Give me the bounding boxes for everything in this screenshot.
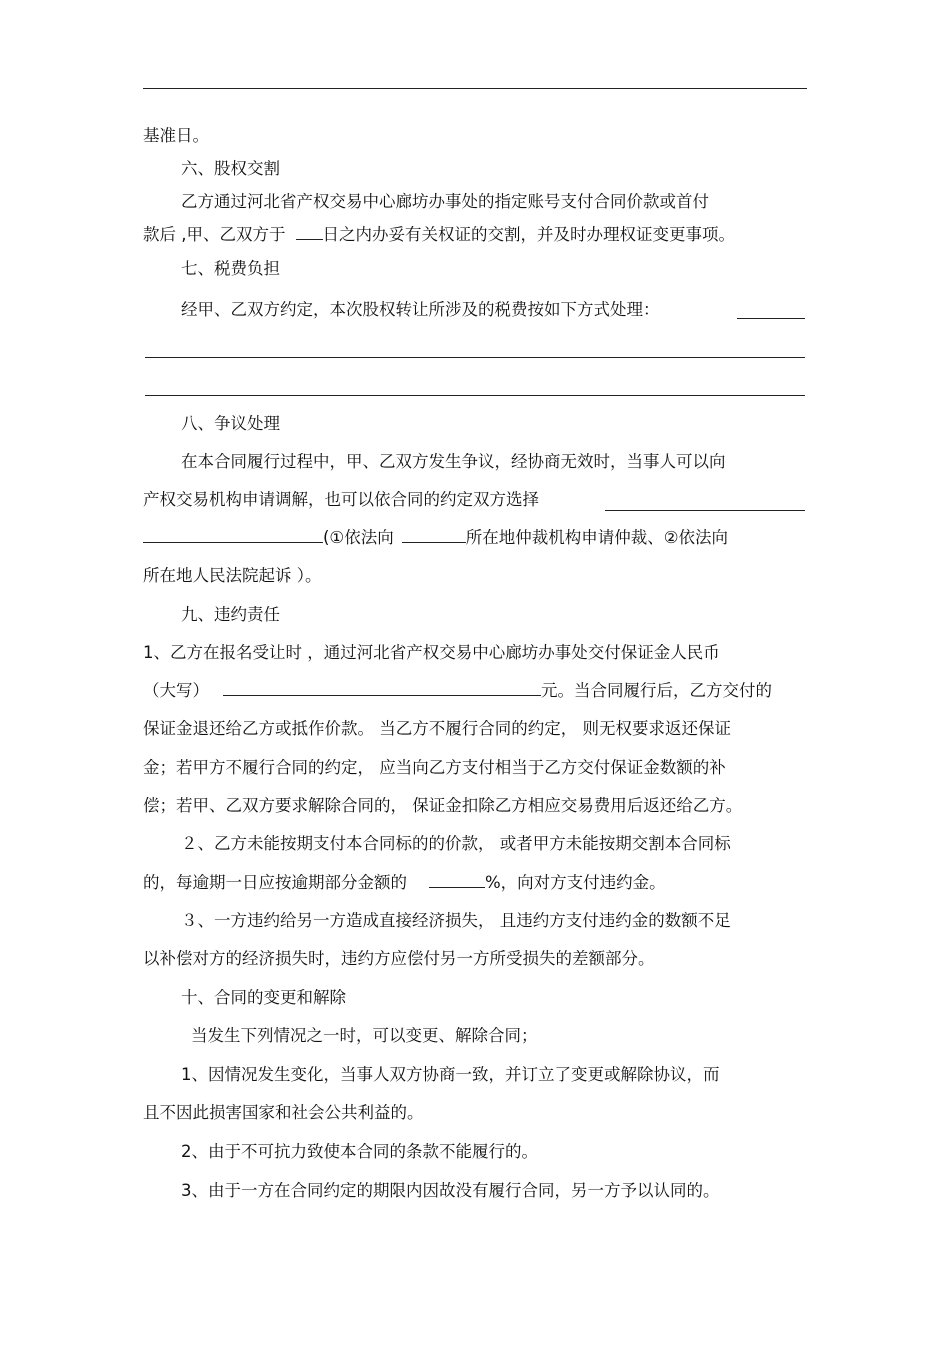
text-line: 保证金退还给乙方或抵作价款。 当乙方不履行合同的约定， 则无权要求返还保证 <box>143 719 731 738</box>
arbitration-location-blank <box>402 527 466 543</box>
dispute-choice-blank <box>605 510 805 511</box>
text-line <box>143 224 735 246</box>
text-fragment: 日之内办妥有关权证的交割，并及时办理权证变更事项。 <box>322 225 735 244</box>
text-line: 1、乙方在报名受让时 ，通过河北省产权交易中心廊坊办事处交付保证金人民币 <box>143 643 720 662</box>
text-line: 2、由于不可抗力致使本合同的条款不能履行的。 <box>181 1142 538 1161</box>
text-line: 1、因情况发生变化，当事人双方协商一致，并订立了变更或解除协议，而 <box>181 1065 720 1084</box>
text-fragment: 的，每逾期一日应按逾期部分金额的 <box>143 873 407 892</box>
section-heading-7: 七、税费负担 <box>181 259 280 278</box>
penalty-rate-blank <box>429 872 485 888</box>
text-line: 3、由于一方在合同约定的期限内因故没有履行合同，另一方予以认同的。 <box>181 1181 720 1200</box>
text-line: 偿；若甲、乙双方要求解除合同的， 保证金扣除乙方相应交易费用后返还给乙方。 <box>143 796 743 815</box>
text-line: 以补偿对方的经济损失时，违约方应偿付另一方所受损失的差额部分。 <box>143 949 655 968</box>
text-line: 所在地人民法院起诉 ）。 <box>143 566 322 585</box>
text-line <box>143 680 772 702</box>
text-line: 经甲、乙双方约定，本次股权转让所涉及的税费按如下方式处理： <box>181 300 660 319</box>
text-fragment: 元。当合同履行后，乙方交付的 <box>541 681 772 700</box>
text-line <box>143 527 728 549</box>
text-line: ２、乙方未能按期支付本合同标的的价款， 或者甲方未能按期交割本合同标 <box>181 834 731 853</box>
header-rule <box>143 88 807 89</box>
tax-blank-line <box>145 395 805 396</box>
text-line: ３、一方违约给另一方造成直接经济损失， 且违约方支付违约金的数额不足 <box>181 911 731 930</box>
text-line: 当发生下列情况之一时，可以变更、解除合同； <box>191 1026 538 1045</box>
text-fragment: （大写） <box>143 681 209 700</box>
deposit-amount-blank <box>223 680 541 696</box>
text-fragment: 所在地仲裁机构申请仲裁、②依法向 <box>465 528 729 547</box>
days-blank <box>296 224 323 240</box>
section-heading-8: 八、争议处理 <box>181 414 280 433</box>
tax-blank-line <box>145 357 805 358</box>
text-line: 基准日。 <box>143 126 209 145</box>
tax-blank <box>737 318 805 319</box>
text-line: 且不因此损害国家和社会公共利益的。 <box>143 1103 424 1122</box>
text-fragment: %，向对方支付违约金。 <box>485 873 666 892</box>
text-line: 乙方通过河北省产权交易中心廊坊办事处的指定账号支付合同价款或首付 <box>181 192 709 211</box>
text-line: 产权交易机构申请调解，也可以依合同的约定双方选择 <box>143 490 539 509</box>
text-line: 金；若甲方不履行合同的约定， 应当向乙方支付相当于乙方交付保证金数额的补 <box>143 758 726 777</box>
text-line: 在本合同履行过程中，甲、乙双方发生争议，经协商无效时，当事人可以向 <box>181 452 726 471</box>
section-heading-10: 十、合同的变更和解除 <box>181 988 346 1007</box>
dispute-choice-blank <box>143 527 323 543</box>
section-heading-6: 六、股权交割 <box>181 159 280 178</box>
text-fragment: 款后 ,甲、乙双方于 <box>143 225 286 244</box>
section-heading-9: 九、违约责任 <box>181 605 280 624</box>
text-fragment: (①依法向 <box>323 528 394 547</box>
text-line <box>143 872 666 894</box>
